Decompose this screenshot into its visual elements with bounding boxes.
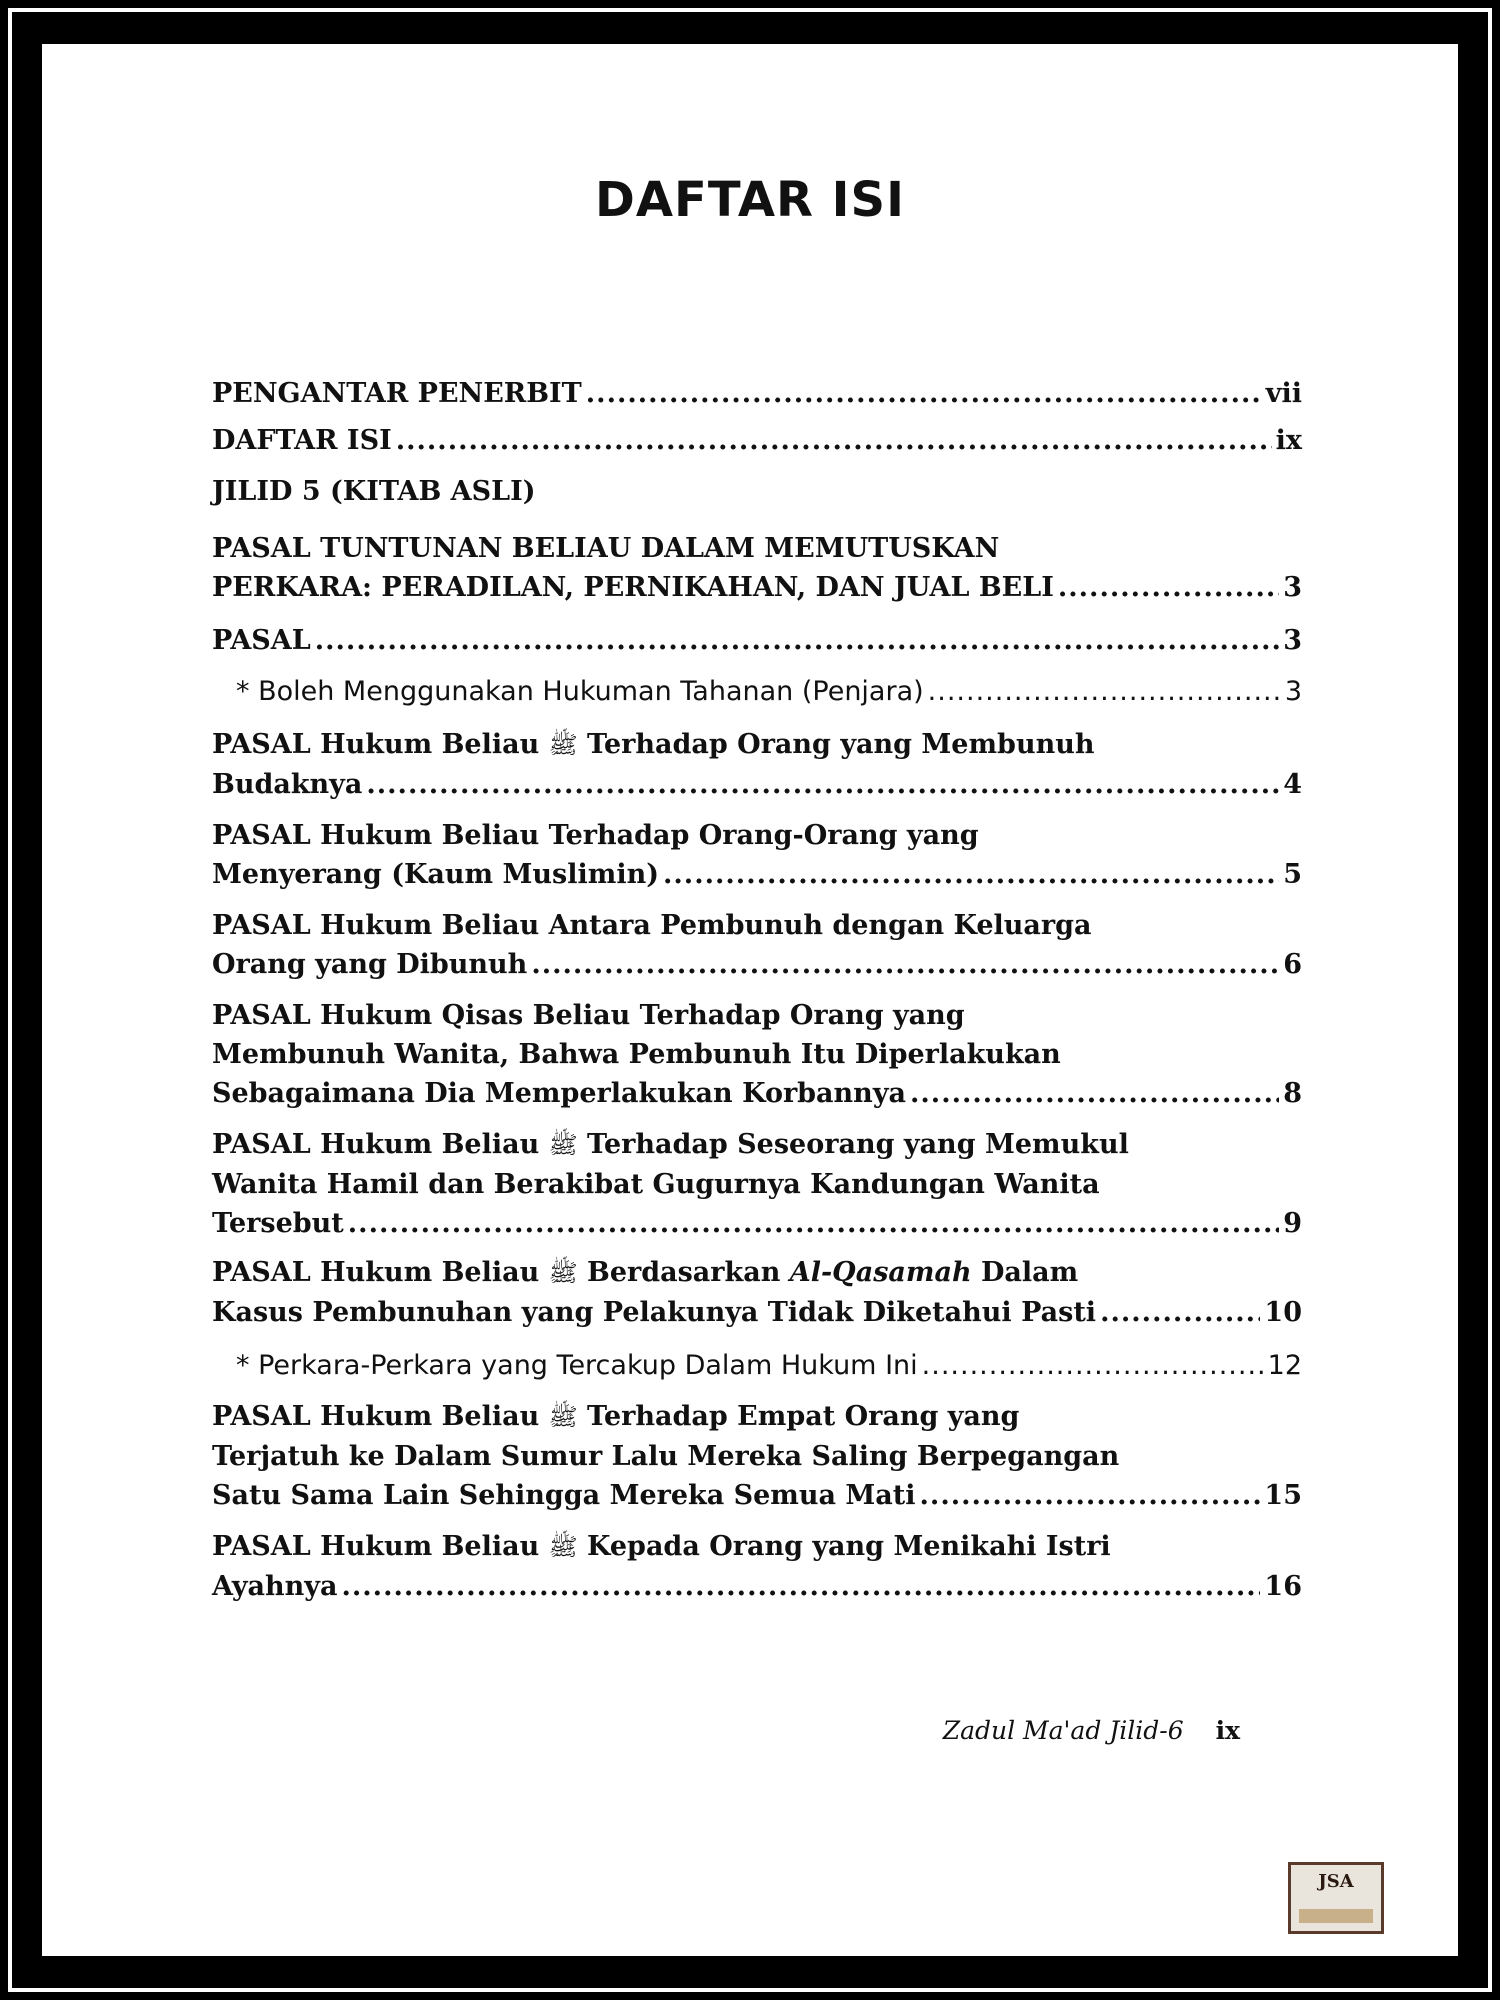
toc-leader-dots <box>366 765 1279 804</box>
toc-line <box>212 996 1302 1035</box>
toc-line <box>212 374 1302 413</box>
toc-line-text: PASAL Hukum Beliau ﷺ Berdasarkan Al-Qasamah Dalam <box>212 1257 1079 1288</box>
toc-line <box>212 765 1302 804</box>
document-page <box>42 44 1458 1956</box>
toc-line-text: Budaknya <box>212 769 363 800</box>
toc-leader-dots <box>663 855 1279 894</box>
toc-line <box>212 568 1302 607</box>
toc-line <box>212 725 1302 765</box>
saw-honorific-icon: ﷺ <box>548 1259 578 1287</box>
toc-line-text: * Boleh Menggunakan Hukuman Tahanan (Penjara) <box>236 676 924 707</box>
toc-line-text: * Perkara-Perkara yang Tercakup Dalam Hukum Ini <box>236 1350 918 1381</box>
toc-page-number: vii <box>1265 378 1302 409</box>
toc-leader-dots <box>920 1476 1261 1515</box>
toc-line <box>212 529 1302 568</box>
toc-line <box>212 1165 1302 1204</box>
toc-entry <box>212 1253 1302 1332</box>
logo-text: JSA <box>1318 1871 1354 1892</box>
toc-line-text: Orang yang Dibunuh <box>212 949 528 980</box>
toc-line <box>212 1125 1302 1165</box>
toc-subentry <box>212 672 1302 711</box>
toc-page-number: 15 <box>1264 1480 1302 1511</box>
toc-line-text: PASAL Hukum Beliau ﷺ Terhadap Orang yang Membunuh <box>212 729 1095 760</box>
toc-line-text: PASAL Hukum Beliau Antara Pembunuh dengan Keluarga <box>212 910 1092 941</box>
toc-line-text: JILID 5 (KITAB ASLI) <box>212 476 536 507</box>
toc-line <box>212 421 1302 460</box>
toc-line <box>212 1567 1302 1606</box>
toc-page-number: ix <box>1275 425 1302 456</box>
toc-line-text: Kasus Pembunuhan yang Pelakunya Tidak Diketahui Pasti <box>212 1297 1097 1328</box>
toc-line-text: PASAL Hukum Beliau ﷺ Terhadap Empat Orang yang <box>212 1401 1020 1432</box>
publisher-logo <box>1288 1862 1384 1934</box>
toc-leader-dots <box>1058 568 1279 607</box>
toc-entry <box>212 621 1302 660</box>
toc-page-number: 5 <box>1283 859 1302 890</box>
page-title: DAFTAR ISI <box>595 172 905 228</box>
toc-leader-dots <box>531 945 1279 984</box>
toc-line-text: Wanita Hamil dan Berakibat Gugurnya Kandungan Wanita <box>212 1169 1100 1200</box>
toc-line <box>212 855 1302 894</box>
logo-base-bar <box>1299 1909 1373 1923</box>
footer-book-title: Zadul Ma'ad Jilid-6 <box>942 1716 1184 1745</box>
toc-line <box>212 472 1302 511</box>
toc-line <box>212 1035 1302 1074</box>
toc-line-text: PASAL Hukum Beliau Terhadap Orang-Orang yang <box>212 820 979 851</box>
toc-line-text: Satu Sama Lain Sehingga Mereka Semua Mati <box>212 1480 916 1511</box>
toc-entry <box>212 725 1302 804</box>
saw-honorific-icon: ﷺ <box>548 1403 578 1431</box>
toc-line <box>212 621 1302 660</box>
saw-honorific-icon: ﷺ <box>548 731 578 759</box>
toc-line <box>212 1437 1302 1476</box>
toc-page-number: 12 <box>1267 1350 1302 1381</box>
toc-page-number: 6 <box>1283 949 1302 980</box>
toc-leader-dots <box>1100 1293 1260 1332</box>
toc-leader-dots <box>928 672 1281 711</box>
toc-line-text: Tersebut <box>212 1208 344 1239</box>
toc-page-number: 4 <box>1283 769 1302 800</box>
toc-subentry <box>212 1346 1302 1385</box>
toc-line <box>212 1293 1302 1332</box>
toc-line-text: PASAL Hukum Beliau ﷺ Terhadap Seseorang yang Memukul <box>212 1129 1129 1160</box>
toc-entry <box>212 1125 1302 1243</box>
toc-line <box>212 906 1302 945</box>
toc-line-text: Terjatuh ke Dalam Sumur Lalu Mereka Saling Berpegangan <box>212 1441 1120 1472</box>
toc-line <box>212 1397 1302 1437</box>
toc-page-number: 8 <box>1283 1078 1302 1109</box>
toc-page-number: 9 <box>1283 1208 1302 1239</box>
toc-leader-dots <box>348 1204 1279 1243</box>
toc-line-text: PERKARA: PERADILAN, PERNIKAHAN, DAN JUAL BELI <box>212 572 1054 603</box>
toc-line-text: PASAL Hukum Beliau ﷺ Kepada Orang yang Menikahi Istri <box>212 1531 1111 1562</box>
toc-entry <box>212 421 1302 460</box>
toc-entry <box>212 472 1302 511</box>
toc-entry <box>212 374 1302 413</box>
table-of-contents <box>212 374 1302 1606</box>
toc-line <box>212 816 1302 855</box>
toc-line <box>236 672 1302 711</box>
toc-entry <box>212 529 1302 607</box>
toc-page-number: 3 <box>1284 676 1302 707</box>
toc-line <box>212 1074 1302 1113</box>
toc-page-number: 16 <box>1264 1571 1302 1602</box>
page-footer <box>943 1716 1240 1745</box>
toc-line <box>212 1476 1302 1515</box>
toc-line <box>236 1346 1302 1385</box>
toc-line <box>212 1527 1302 1567</box>
footer-page-number: ix <box>1215 1716 1240 1745</box>
toc-page-number: 3 <box>1283 572 1302 603</box>
toc-line <box>212 1204 1302 1243</box>
toc-entry <box>212 1397 1302 1515</box>
toc-line-text: PASAL TUNTUNAN BELIAU DALAM MEMUTUSKAN <box>212 533 1000 564</box>
toc-leader-dots <box>341 1567 1260 1606</box>
toc-entry <box>212 1527 1302 1606</box>
toc-line <box>212 945 1302 984</box>
saw-honorific-icon: ﷺ <box>548 1533 578 1561</box>
saw-honorific-icon: ﷺ <box>548 1131 578 1159</box>
toc-page-number: 3 <box>1283 625 1302 656</box>
toc-line <box>212 1253 1302 1293</box>
toc-entry <box>212 816 1302 894</box>
toc-leader-dots <box>910 1074 1279 1113</box>
toc-page-number: 10 <box>1264 1297 1302 1328</box>
toc-entry <box>212 996 1302 1113</box>
toc-leader-dots <box>315 621 1279 660</box>
toc-line-text: Ayahnya <box>212 1571 338 1602</box>
toc-line-text: PASAL Hukum Qisas Beliau Terhadap Orang yang <box>212 1000 965 1031</box>
toc-leader-dots <box>586 374 1262 413</box>
toc-line-text: Membunuh Wanita, Bahwa Pembunuh Itu Diperlakukan <box>212 1039 1061 1070</box>
toc-line-text: Sebagaimana Dia Memperlakukan Korbannya <box>212 1078 906 1109</box>
toc-line-text: Menyerang (Kaum Muslimin) <box>212 859 659 890</box>
toc-line-text: DAFTAR ISI <box>212 425 392 456</box>
toc-line-text: PASAL <box>212 625 311 656</box>
toc-line-text: PENGANTAR PENERBIT <box>212 378 582 409</box>
toc-entry <box>212 906 1302 984</box>
toc-leader-dots <box>396 421 1272 460</box>
toc-leader-dots <box>922 1346 1264 1385</box>
